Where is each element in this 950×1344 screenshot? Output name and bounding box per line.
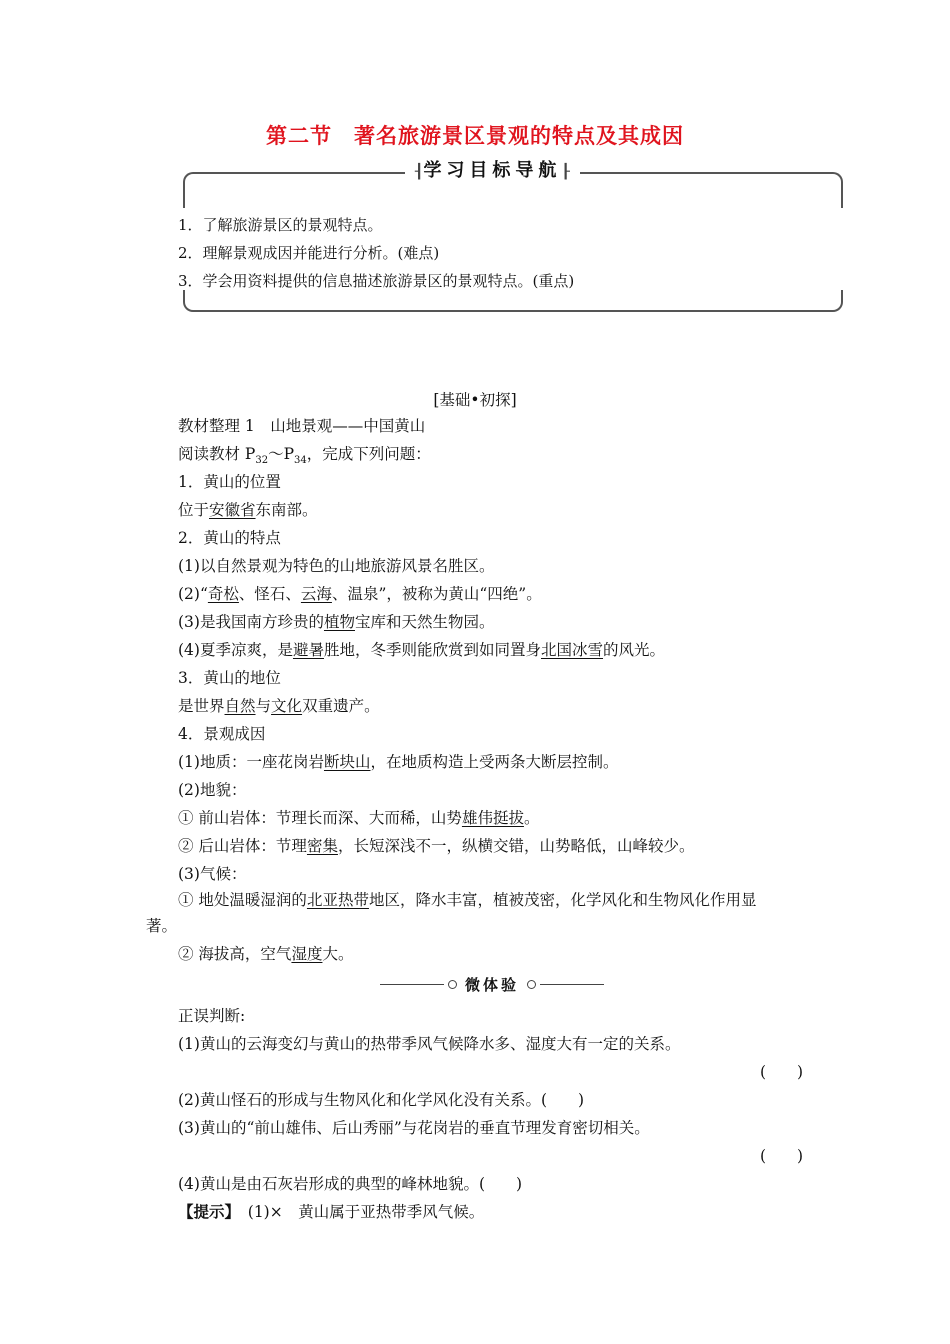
section-head: [基础•初探] — [433, 391, 517, 409]
material-heading: 教材整理 1 山地景观——中国黄山 — [178, 417, 426, 435]
question: (3)黄山的“前山雄伟、后山秀丽”与花岗岩的垂直节理发育密切相关。 — [178, 1119, 650, 1137]
fill-answer: 安徽省 — [209, 501, 256, 519]
hint-label: 【提示】 — [178, 1202, 233, 1221]
fill-answer: 湿度 — [291, 945, 323, 963]
subheading: 3．黄山的地位 — [178, 669, 281, 687]
text-line: (3)是我国南方珍贵的植物宝库和天然生物园。 — [178, 613, 495, 631]
text-line: (2)地貌： — [178, 781, 247, 799]
section-number: 第二节 — [266, 124, 332, 148]
micro-experience-label: 微体验 — [465, 975, 520, 994]
text-line: (3)气候： — [178, 865, 247, 883]
fill-answer: 自然 — [224, 697, 256, 715]
text-line: (1)地质：一座花岗岩断块山，在地质构造上受两条大断层控制。 — [178, 753, 619, 771]
fill-answer: 避暑 — [292, 641, 324, 659]
section-title: 著名旅游景区景观的特点及其成因 — [354, 124, 684, 148]
objectives-label: ┨学习目标导航┠ — [405, 158, 580, 184]
objective-item: 2．理解景观成因并能进行分析。(难点) — [178, 244, 440, 262]
fill-answer: 北国冰雪 — [541, 641, 604, 659]
answer-blank[interactable]: ( ) — [760, 1147, 804, 1165]
text-line: (2)“奇松、怪石、云海、温泉”，被称为黄山“四绝”。 — [178, 585, 542, 603]
text-line: ① 前山岩体：节理长而深、大而稀，山势雄伟挺拔。 — [178, 809, 540, 827]
text-line: (1)以自然景观为特色的山地旅游风景名胜区。 — [178, 557, 495, 575]
page-title — [0, 120, 950, 150]
question: (1)黄山的云海变幻与黄山的热带季风气候降水多、湿度大有一定的关系。 — [178, 1035, 681, 1053]
objective-item: 1．了解旅游景区的景观特点。 — [178, 216, 383, 234]
text-line: ② 海拔高，空气湿度大。 — [178, 945, 354, 963]
fill-answer: 密集 — [306, 837, 338, 855]
read-instruction: 阅读教材 $P_{32}\sim P_{34}$，完成下列问题： — [178, 445, 431, 467]
subheading: 1．黄山的位置 — [178, 473, 281, 491]
fill-answer: 断块山 — [323, 753, 371, 771]
text-line: (4)夏季凉爽，是避暑胜地，冬季则能欣赏到如同置身北国冰雪的风光。 — [178, 641, 666, 659]
question: (2)黄山怪石的形成与生物风化和化学风化没有关系。( ) — [178, 1091, 585, 1109]
fill-answer: 北亚热带 — [306, 891, 369, 909]
fill-answer: 文化 — [271, 697, 303, 715]
fill-answer: 云海 — [300, 585, 332, 603]
subheading: 2．黄山的特点 — [178, 529, 281, 547]
question: (4)黄山是由石灰岩形成的典型的峰林地貌。( ) — [178, 1175, 523, 1193]
judgement-intro: 正误判断: — [178, 1007, 246, 1025]
text-line: ① 地处温暖湿润的北亚热带地区，降水丰富，植被茂密，化学风化和生物风化作用显 — [178, 891, 757, 909]
text-line: 是世界自然与文化双重遗产。 — [178, 697, 380, 715]
answer-blank[interactable]: ( ) — [760, 1063, 804, 1081]
text-line-continued: 著。 — [146, 917, 178, 935]
fill-answer: 植物 — [323, 613, 355, 631]
hint: 【提示】 (1)× 黄山属于亚热带季风气候。 — [178, 1202, 485, 1221]
text-line: 位于安徽省东南部。 — [178, 501, 318, 519]
micro-experience-divider — [380, 973, 604, 995]
text-line: ② 后山岩体：节理密集，长短深浅不一，纵横交错，山势略低，山峰较少。 — [178, 837, 695, 855]
subheading: 4．景观成因 — [178, 725, 266, 743]
objective-item: 3．学会用资料提供的信息描述旅游景区的景观特点。(重点) — [178, 272, 575, 290]
objectives-box-bottom — [183, 290, 843, 312]
fill-answer: 奇松 — [207, 585, 239, 603]
fill-answer: 雄伟挺拔 — [461, 809, 524, 827]
